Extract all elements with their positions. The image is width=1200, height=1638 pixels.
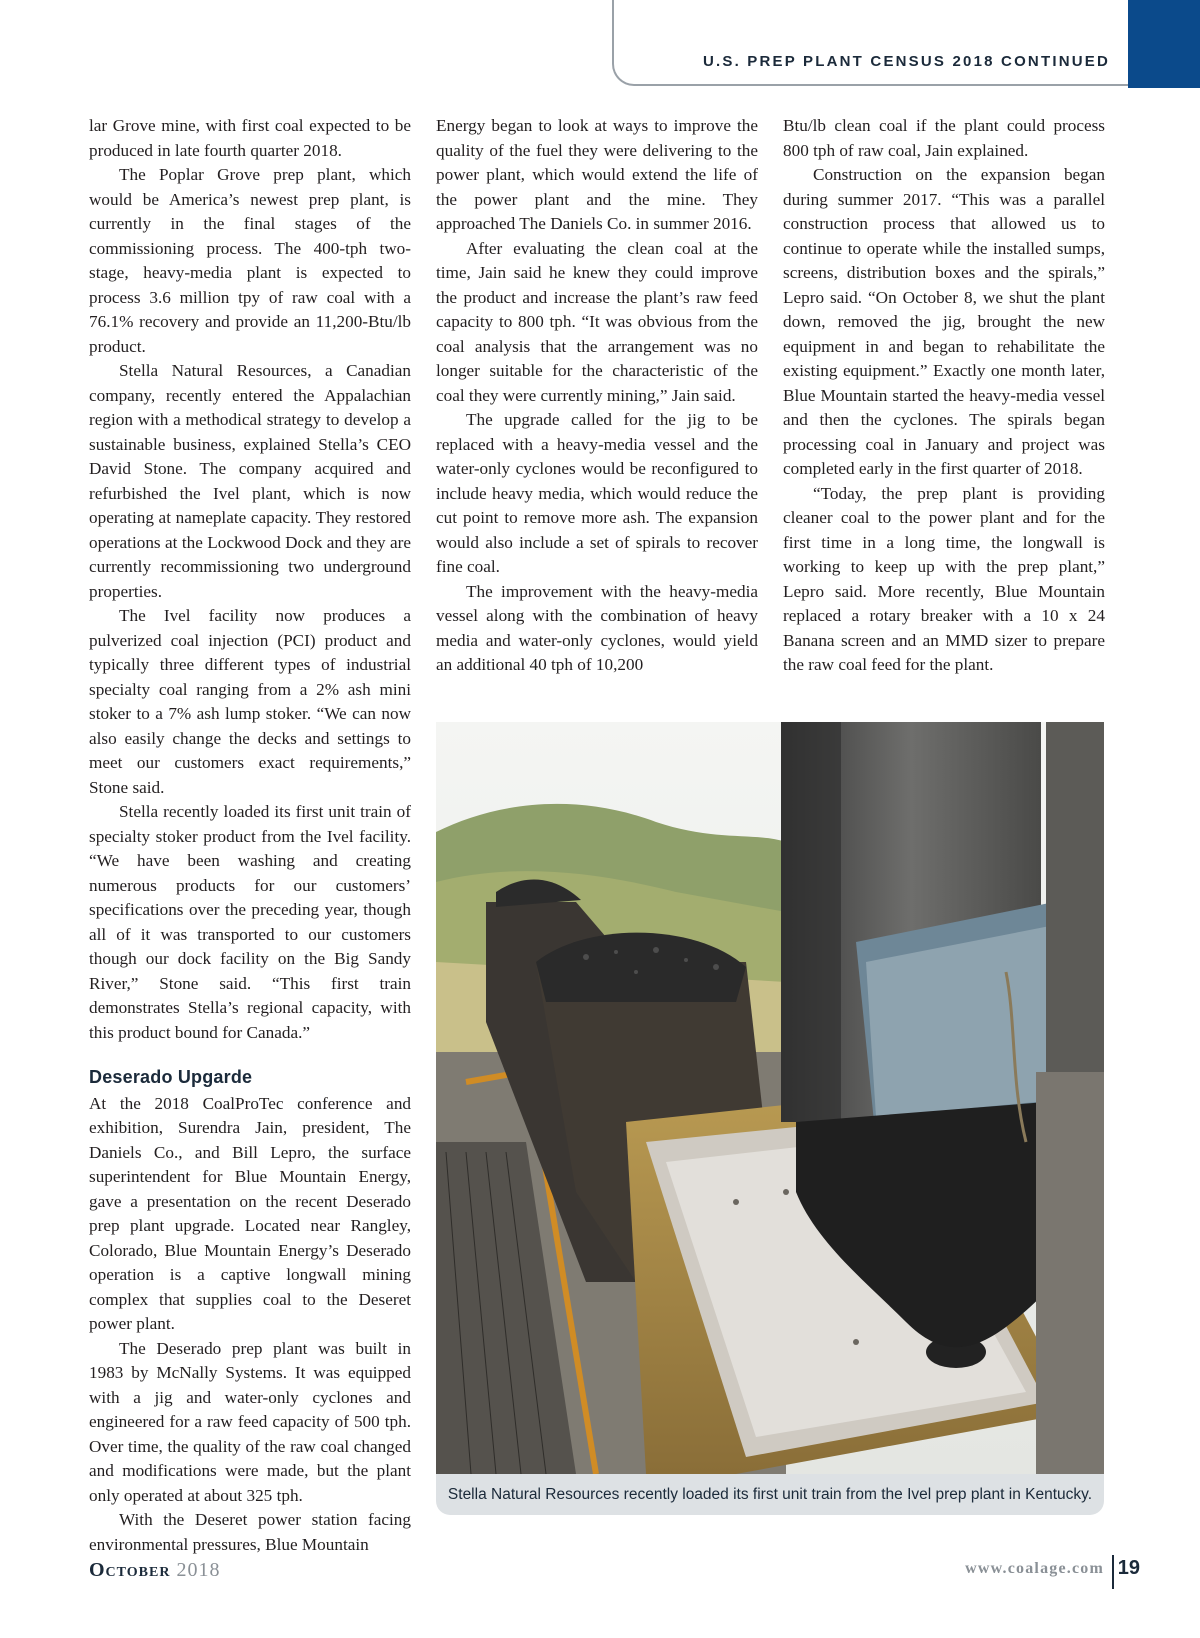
header-accent-block	[1128, 0, 1200, 88]
footer-divider	[1112, 1555, 1114, 1589]
paragraph: Stella recently loaded its first unit train of specialty stoker product from the Ivel facility. “We have been washing and creating numerous products for our customers’ specifications over the preceding year, though all of it was transported to our customers though our dock facility on the Big Sandy River,” Stone said. “This first train demonstrates Stella’s regional capacity, with this product bound for Canada.”	[89, 802, 411, 1042]
paragraph: The Ivel facility now produces a pulverized coal injection (PCI) product and typically three different types of industrial specialty coal ranging from a 2% ash mini stoker to a 7% ash lump stoker. “We can now also easily change the decks and settings to meet our customers exact requirements,” Stone said.	[89, 606, 411, 797]
paragraph: Energy began to look at ways to improve the quality of the fuel they were delivering to the power plant, which would extend the life of the power plant and the mine. They approached The Daniels Co. in summer 2016.	[436, 116, 758, 233]
paragraph: Construction on the expansion began during summer 2017. “This was a parallel construction process that allowed us to continue to operate while the installed sumps, screens, distribution boxes and the spirals,” Lepro said. “On October 8, we shut the plant down, removed the jig, brought the new equipment in and began to rehabilitate the existing equipment.” Exactly one month later, Blue Mountain started the heavy-media vessel and then the cyclones. The spirals began processing coal in January and project was completed early in the first quarter of 2018.	[783, 165, 1105, 478]
paragraph: lar Grove mine, with first coal expected to be produced in late fourth quarter 2018.	[89, 116, 411, 160]
paragraph: With the Deseret power station facing environmental pressures, Blue Mountain	[89, 1510, 411, 1554]
header-tab-frame	[612, 0, 1132, 86]
page-number: 19	[1117, 1557, 1140, 1579]
paragraph: The Deserado prep plant was built in 1983 by McNally Systems. It was equipped with a jig and water-only cyclones and engineered for a raw feed capacity of 500 tph. Over time, the quality of the raw coal changed and modifications were made, but the plant only operated at about 325 tph.	[89, 1338, 411, 1505]
paragraph: After evaluating the clean coal at the time, Jain said he knew they could improve the product and increase the plant’s raw feed capacity to 800 tph. “It was obvious from the coal analysis that the arrangement was no longer suitable for the characteristic of the coal they were currently mining,” Jain said.	[436, 238, 758, 405]
footer-month: October	[89, 1559, 171, 1581]
footer-year: 2018	[176, 1559, 221, 1581]
subheading: Deserado Upgarde	[89, 1067, 253, 1087]
article-column-1	[89, 114, 411, 1557]
article-column-3	[783, 114, 1105, 678]
coal-train-photo	[436, 722, 1104, 1474]
paragraph: “Today, the prep plant is providing cleaner coal to the power plant and for the first time in a long time, the longwall is working to keep up with the prep plant,” Lepro said. More recently, Blue Mountain replaced a rotary breaker with a 10 x 24 Banana screen and an MMD sizer to prepare the raw coal feed for the plant.	[783, 483, 1105, 674]
section-header: U.S. PREP PLANT CENSUS 2018 CONTINUED	[702, 53, 1110, 70]
paragraph: The upgrade called for the jig to be replaced with a heavy-media vessel and the water-only cyclones would be reconfigured to include heavy media, which would reduce the cut point to remove more ash. The expansion would also include a set of spirals to recover fine coal.	[436, 410, 758, 576]
footer-website: www.coalage.com	[965, 1560, 1104, 1577]
paragraph: The Poplar Grove prep plant, which would be America’s newest prep plant, is currently in the final stages of the commissioning process. The 400-tph two-stage, heavy-media plant is expected to process 3.6 million tpy of raw coal with a 76.1% recovery and provide an 11,200-Btu/lb product.	[89, 165, 411, 356]
photo-figure	[436, 722, 1104, 1515]
paragraph: Btu/lb clean coal if the plant could process 800 tph of raw coal, Jain explained.	[783, 116, 1105, 160]
photo-caption: Stella Natural Resources recently loaded its first unit train from the Ivel prep plant in Kentucky.	[447, 1486, 1093, 1503]
paragraph: The improvement with the heavy-media vessel along with the combination of heavy media and water-only cyclones, would yield an additional 40 tph of 10,200	[436, 581, 758, 674]
article-column-2	[436, 114, 758, 678]
footer-issue-date	[89, 1559, 220, 1582]
paragraph: Stella Natural Resources, a Canadian company, recently entered the Appalachian region with a methodical strategy to develop a sustainable business, explained Stella’s CEO David Stone. The company acquired and refurbished the Ivel plant, which is now operating at nameplate capacity. They restored operations at the Lockwood Dock and they are currently recommissioning two underground properties.	[89, 361, 411, 601]
paragraph: At the 2018 CoalProTec conference and exhibition, Surendra Jain, president, The Daniels Co., and Bill Lepro, the surface superintendent for Blue Mountain Energy, gave a presentation on the recent Deserado prep plant upgrade. Located near Rangley, Colorado, Blue Mountain Energy’s Deserado operation is a captive longwall mining complex that supplies coal to the Deseret power plant.	[89, 1093, 411, 1333]
